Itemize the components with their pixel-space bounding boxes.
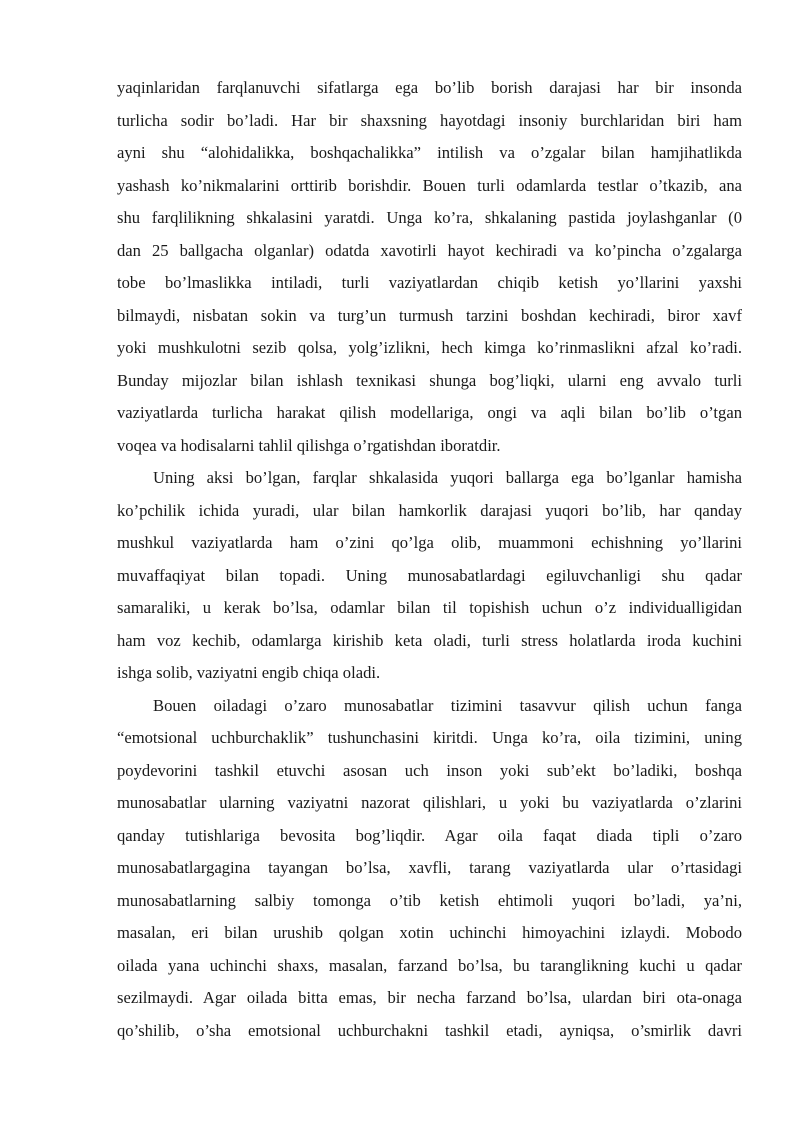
text-line: mushkul vaziyatlarda ham o’zini qo’lga olib, muammoni echishning yo’llarini [117,533,742,552]
text-line: ko’pchilik ichida yuradi, ular bilan hamkorlik darajasi yuqori bo’lib, har qanday [117,500,742,520]
text-line: munosabatlar ularning vaziyatni nazorat qilishlari, u yoki bu vaziyatlarda o’zlarini [117,793,742,812]
text-line: samaraliki, u kerak bo’lsa, odamlar bilan til topishish uchun o’z individualligidan [117,598,742,617]
text-line: munosabatlarning salbiy tomonga o’tib ketish ehtimoli yuqori bo’ladi, ya’ni, [117,890,742,910]
text-line: yaqinlaridan farqlanuvchi sifatlarga ega bo’lib borish darajasi har bir insonda [117,78,742,97]
text-line: yoki mushkulotni sezib qolsa, yolg’izlikni, hech kimga ko’rinmaslikni afzal ko’radi. [117,338,742,357]
text-line: yashash ko’nikmalarini orttirib borishdir. Bouen turli odamlarda testlar o’tkazib, ana [117,175,742,195]
text-line: qanday tutishlariga bevosita bog’liqdir. Agar oila faqat diada tipli o’zaro [117,825,742,845]
paragraph-1 [117,72,742,462]
paragraph-3 [117,690,742,1048]
text-line: ayni shu “alohidalikka, boshqachalikka” intilish va o’zgalar bilan hamjihatlikda [117,143,742,162]
paragraph-2 [117,462,742,690]
text-line: ham voz kechib, odamlarga kirishib keta oladi, turli stress holatlarda iroda kuchini [117,630,742,650]
text-line: ishga solib, vaziyatni engib chiqa oladi. [117,663,381,682]
text-line: “emotsional uchburchaklik” tushunchasini kiritdi. Unga ko’ra, oila tizimini, uning [117,728,742,747]
text-line: vaziyatlarda turlicha harakat qilish modellariga, ongi va aqli bilan bo’lib o’tgan [117,403,742,422]
document-text-body [117,72,742,1047]
text-line: voqea va hodisalarni tahlil qilishga o’rgatishdan iboratdir. [117,435,501,455]
text-line: muvaffaqiyat bilan topadi. Uning munosabatlardagi egiluvchanligi shu qadar [117,565,742,585]
text-line: oilada yana uchinchi shaxs, masalan, farzand bo’lsa, bu taranglikning kuchi u qadar [117,955,742,975]
text-line: tobe bo’lmaslikka intiladi, turli vaziyatlardan chiqib ketish yo’llarini yaxshi [117,273,742,292]
text-line: dan 25 ballgacha olganlar) odatda xavotirli hayot kechiradi va ko’pincha o’zgalarga [117,240,742,260]
text-line: sezilmaydi. Agar oilada bitta emas, bir necha farzand bo’lsa, ulardan biri ota-onaga [117,988,742,1007]
text-line: shu farqlilikning shkalasini yaratdi. Unga ko’ra, shkalaning pastida joylashganlar (0 [117,208,742,227]
text-line: Bunday mijozlar bilan ishlash texnikasi shunga bog’liqki, ularni eng avvalo turli [117,370,742,390]
text-line: Uning aksi bo’lgan, farqlar shkalasida yuqori ballarga ega bo’lganlar hamisha [153,468,742,487]
text-line: turlicha sodir bo’ladi. Har bir shaxsning hayotdagi insoniy burchlaridan biri ham [117,110,742,130]
text-line: masalan, eri bilan urushib qolgan xotin uchinchi himoyachini izlaydi. Mobodo [117,923,742,942]
text-line: munosabatlargagina tayangan bo’lsa, xavfli, tarang vaziyatlarda ular o’rtasidagi [117,858,742,877]
text-line: bilmaydi, nisbatan sokin va turg’un turmush tarzini boshdan kechiradi, biror xavf [117,305,742,325]
text-line: Bouen oiladagi o’zaro munosabatlar tizimini tasavvur qilish uchun fanga [153,695,742,715]
text-line: qo’shilib, o’sha emotsional uchburchakni tashkil etadi, ayniqsa, o’smirlik davri [117,1020,742,1040]
text-line: poydevorini tashkil etuvchi asosan uch inson yoki sub’ekt bo’ladiki, boshqa [117,760,742,780]
